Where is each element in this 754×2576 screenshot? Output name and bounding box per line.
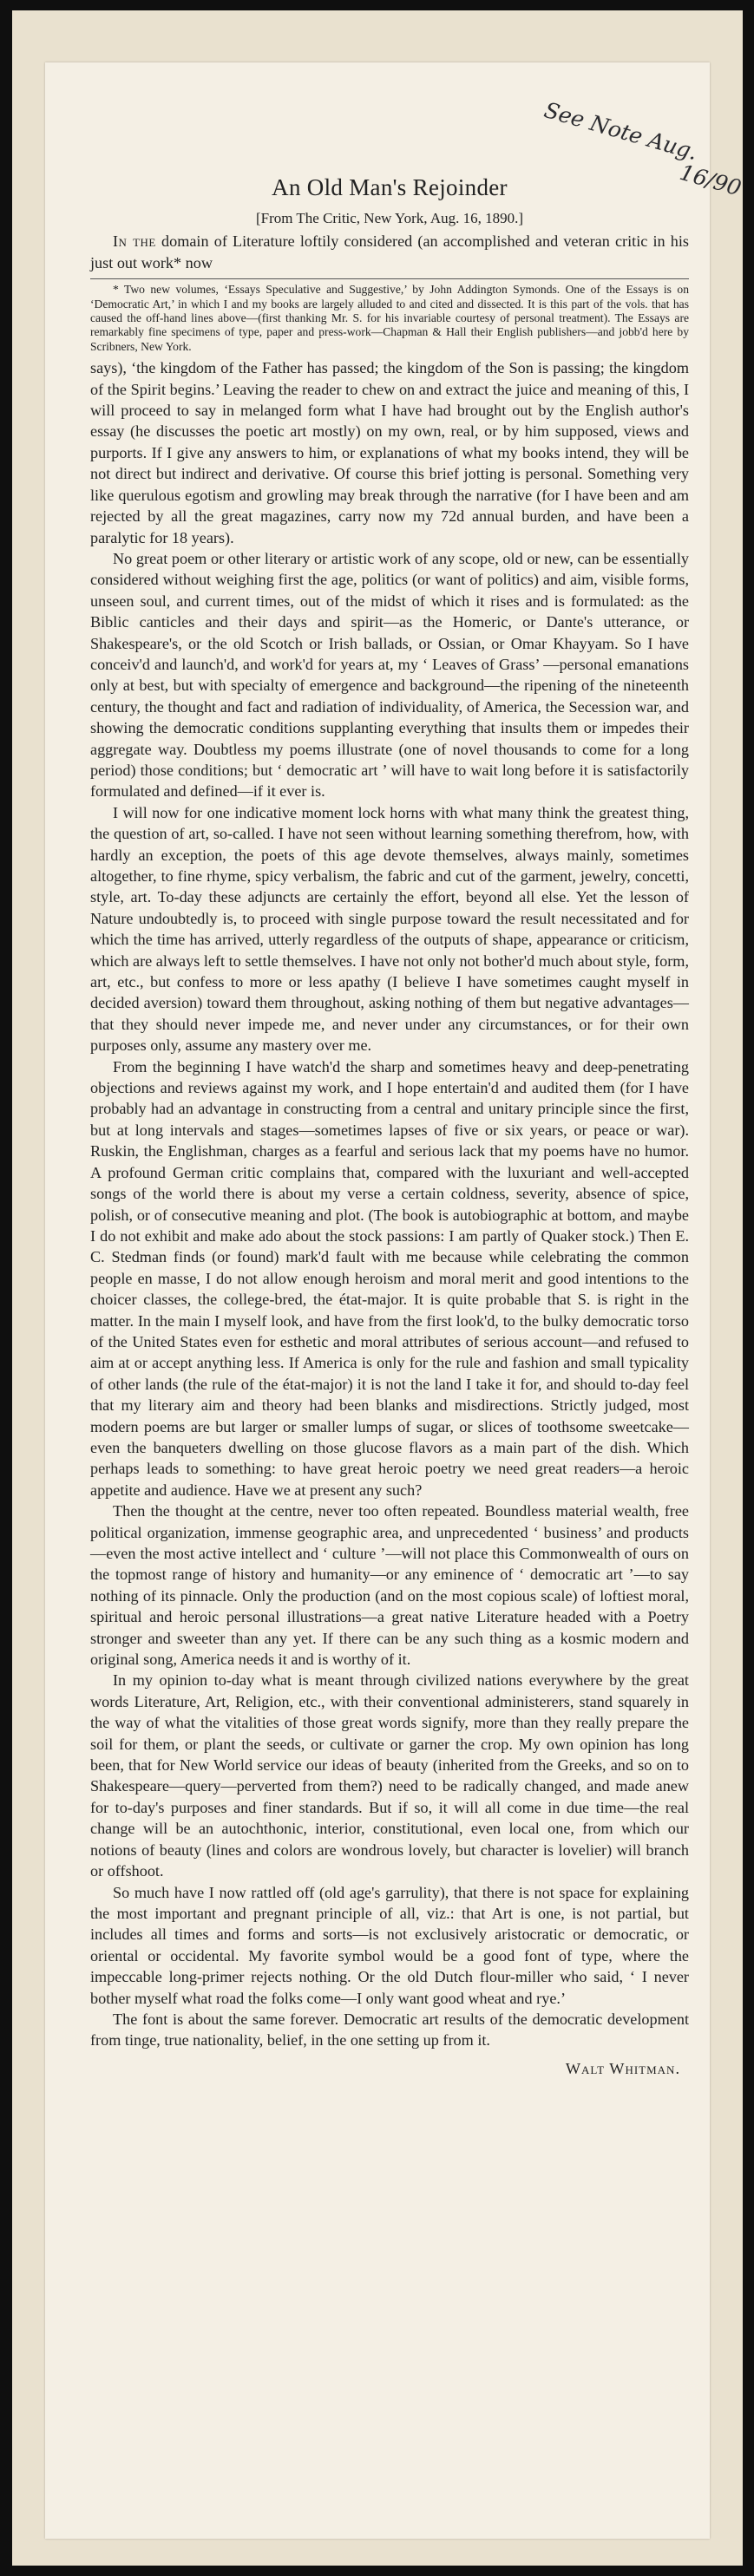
paragraph: says), ‘the kingdom of the Father has passed; the kingdom of the Son is passing; the kingdom of the Spirit begins.’ Leaving the reader to chew on and extract the juice and meaning of this, I will proceed to say in melanged form what I have had brought out by the English author's essay (he discusses the poetic art mostly) on my own, real, or by him supposed, views and purports. If I give any answers to him, or explanations of what my books intend, they will be not direct but indirect and derivative. Of course this brief jotting is personal. Something very like querulous egotism and growling may break through the narrative (for I have been and am rejected by all the great magazines, carry now my 72d annual burden, and have been a paralytic for 18 years). — [90, 359, 689, 546]
paragraph: I will now for one indicative moment lock horns with what many think the greatest thing, the question of art, so-called. I have not seen without learning something therefrom, how, with hardly an exception, the poets of this age devote themselves, always mainly, sometimes altogether, to fine rhyme, spicy verbalism, the fabric and cut of the garment, jewelry, concetti, style, art. To-day these adjuncts are certainly the effort, beyond all else. Yet the lesson of Nature undoubtedly is, to proceed with single purpose toward the result necessitated and for which the time has arrived, utterly regardless of the outputs of shape, appearance or criticism, which are always left to settle themselves. I have not only not bother'd much about style, form, art, etc., but confess to more or less apathy (I believe I have sometimes caught myself in decided aversion) toward them throughout, asking nothing of them but negative advantages—that they should never impede me, and never under any circumstances, or for their own purposes only, assume any mastery over me. — [90, 803, 689, 1055]
paragraph: From the beginning I have watch'd the sharp and sometimes heavy and deep-penetrating objections and reviews against my work, and I hope entertain'd and audited them (for I have probably had an advantage in constructing from a central and unitary principle since the first, but at long intervals and stages—sometimes lapses of five or six years, or peace or war). Ruskin, the Englishman, charges as a fearful and serious lack that my poems have no humor. A profound German critic complains that, compared with the luxuriant and well-accepted songs of the world there is about my verse a certain coldness, severity, absence of spice, polish, or of consecutive meaning and plot. (The book is autobiographic at bottom, and maybe I do not exhibit and make ado about the stock passions: I am partly of Quaker stock.) Then E. C. Stedman finds (or found) mark'd fault with me because while celebrating the common people en masse, I do not allow enough heroism and moral merit and good intentions to the choicer classes, the college-bred, the état-major. It is quite probable that S. is right in the matter. In the main I myself look, and have from the first look'd, to the bulky democratic torso of the United States even for esthetic and moral attributes of serious account—and refused to aim at or accept anything less. If America is only for the rule and fashion and small typicality of other lands (the rule of the état-major) it is not the land I take it for, and should to-day feel that my literary aim and theory had been blanks and misdirections. Strictly judged, most modern poems are but larger or smaller lumps of sugar, or slices of toothsome sweetcake—even the banqueters dwelling on those glucose flavors as a main part of the dish. Which perhaps leads to something: to have great heroic poetry we need great readers—a heroic appetite and audience. Have we at present any such? — [90, 1057, 689, 1499]
paragraph: In my opinion to-day what is meant through civilized nations everywhere by the great words Literature, Art, Religion, etc., with their conventional administerers, stand squarely in the way of what the vitalities of those great words signify, more than they really prepare the soil for them, or plant the seeds, or cultivate or garner the crop. My own opinion has long been, that for New World service our ideas of beauty (inherited from the Greeks, and so on to Shakespeare—query—perverted from them?) need to be radically changed, and made anew for to-day's purposes and finer standards. But if so, it will all come in due time—the real change will be an autochthonic, interior, constitutional, even local one, from which our notions of beauty (lines and colors are wondrous lovely, but character is lovelier) will branch or offshoot. — [90, 1671, 689, 1880]
article-source: [From The Critic, New York, Aug. 16, 1890.] — [255, 210, 524, 226]
article-title: An Old Man's Rejoinder — [272, 174, 508, 200]
footnote-text: * Two new volumes, ‘Essays Speculative and Suggestive,’ by John Addington Symonds. One of the Essays is on ‘Democratic Art,’ in which I and my books are largely alluded to and cited and dissected. It is this part of the vols. that has caused the off-hand lines above—(first thanking Mr. S. for his invariable courtesy of personal treatment). The Essays are remarkably fine specimens of type, paper and press-work—Chapman & Hall their English publishers—and jobb'd here by Scribners, New York. — [90, 283, 689, 353]
paragraph: Then the thought at the centre, never too often repeated. Boundless material wealth, free political organization, immense geographic area, and unprecedented ‘ business’ and products—even the most active intellect and ‘ culture ’—will not place this Commonwealth of ours on the topmost range of history and humanity—or any eminence of ‘ democratic art ’—to say nothing of its pinnacle. Only the production (and on the most copious scale) of loftiest moral, spiritual and heroic personal illustrations—a great native Literature headed with a Poetry stronger and sweeter than any yet. If there can be any such thing as a kosmic modern and original song, America needs it and is worthy of it. — [90, 1502, 689, 1669]
lead-paragraph — [90, 231, 689, 273]
handwritten-note-line2: 16/90 — [677, 159, 744, 201]
archival-mount — [12, 10, 743, 2566]
newspaper-clipping — [45, 62, 744, 2539]
handwritten-note-line1: See Note Aug. — [541, 97, 701, 166]
lead-smallcaps: In the — [113, 232, 156, 251]
footnote — [90, 278, 689, 354]
paragraph: The font is about the same forever. Democratic art results of the democratic development from tinge, true nationality, belief, in the one setting up from it. — [90, 2010, 689, 2050]
paragraph: No great poem or other literary or artistic work of any scope, old or new, can be essentially considered without weighing first the age, politics (or want of politics) and aim, visible forms, unseen soul, and current times, out of the midst of which it rises and is formulated: as the Biblic canticles and their days and spirit—as the Homeric, or Dante's utterance, or Shakespeare's, or the old Scotch or Irish ballads, or Ossian, or Omar Khayyam. So I have conceiv'd and launch'd, and work'd for years at, my ‘ Leaves of Grass’ —personal emanations only at best, but with specialty of emergence and background—the ripening of the nineteenth century, the thought and fact and radiation of individuality, of America, the Secession war, and showing the democratic conditions supplanting everything that insults them or impedes their aggregate way. Doubtless my poems illustrate (one of novel thousands to come for a long period) those conditions; but ‘ democratic art ’ will have to wait long before it is satisfactorily formulated and defined—if it ever is. — [90, 549, 689, 801]
article-body — [90, 137, 689, 2079]
lead-rest: domain of Literature loftily considered (an accomplished and veteran critic in his just out work* now — [90, 232, 690, 271]
paragraph: So much have I now rattled off (old age's garrulity), that there is not space for explaining the most important and pregnant principle of all, viz.: that Art is one, is not partial, but includes all times and forms and sorts—is not exclusively aristocratic or democratic, or oriental or occidental. My favorite symbol would be a good font of type, where the impeccable long-primer rejects nothing. Or the old Dutch flour-miller who said, ‘ I never bother myself what road the folks come—I only want good wheat and rye.’ — [90, 1883, 689, 2007]
signature: Walt Whitman. — [565, 2059, 680, 2077]
